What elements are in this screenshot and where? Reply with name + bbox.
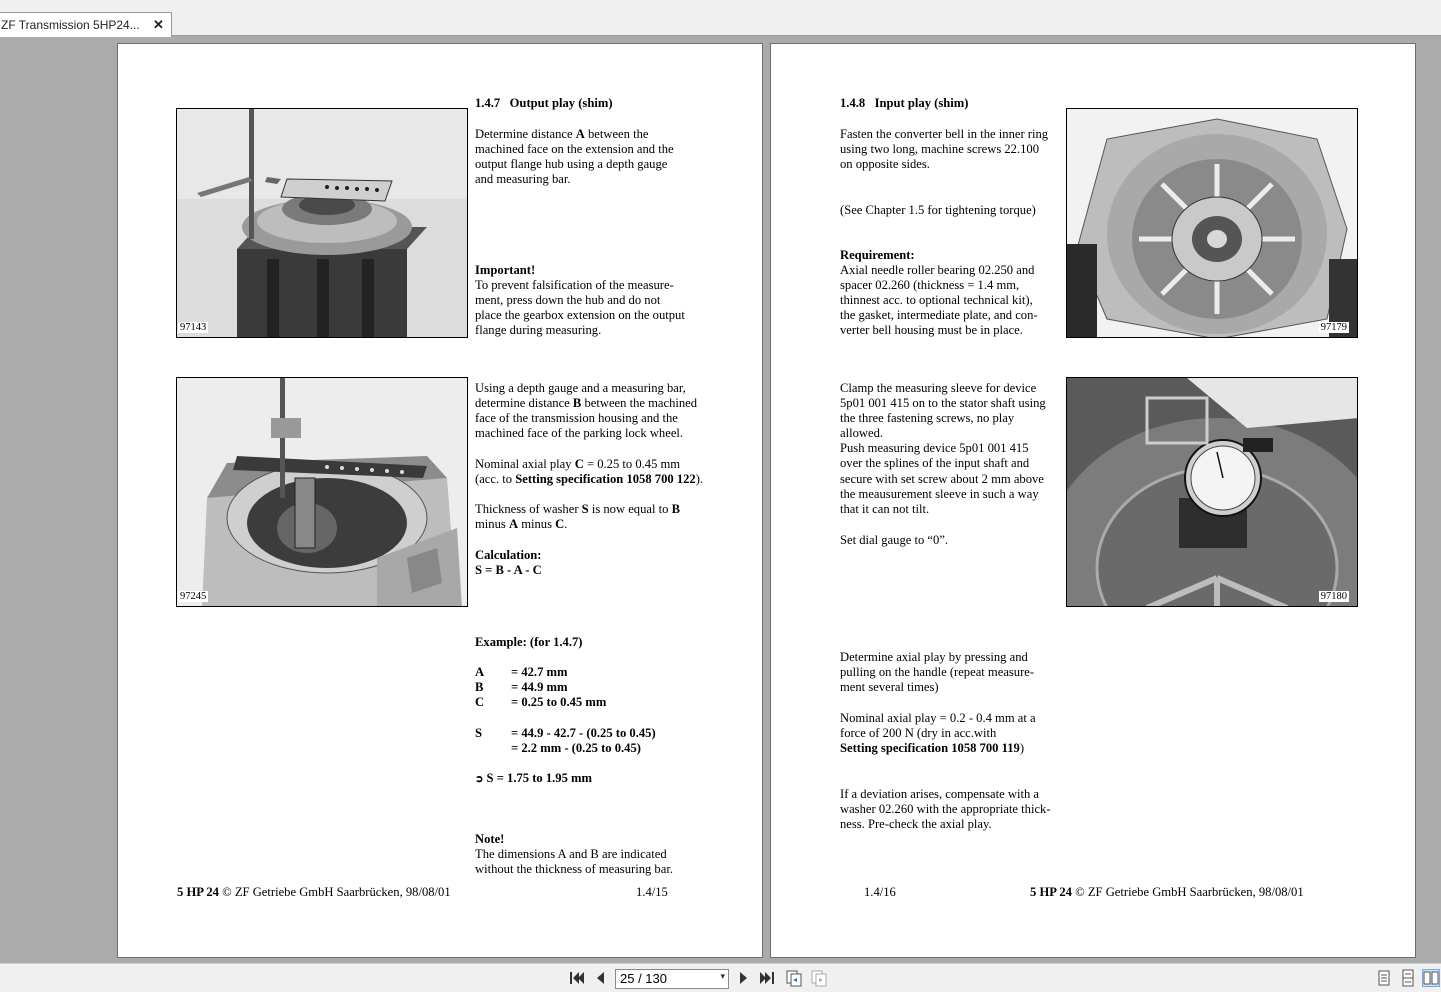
section-title: Output play (shim) (509, 96, 613, 110)
navigation-toolbar (0, 963, 1441, 992)
figure-number: 97143 (180, 322, 207, 333)
figure-converter-bell (1066, 108, 1358, 338)
section-number: 1.4.7 (475, 96, 501, 110)
page-number: 1.4/15 (636, 885, 668, 899)
next-view-icon (810, 969, 828, 987)
example-row: C = 0.25 to 0.45 mm (475, 695, 607, 710)
page-footer: 5 HP 24 © ZF Getriebe GmbH Saarbrücken, 98/08/01 (177, 885, 451, 899)
document-tab[interactable] (0, 12, 172, 37)
nominal-axial-play: Nominal axial play C = 0.25 to 0.45 mm (acc. to Setting specification 1058 700 122). (475, 457, 704, 487)
washer-thickness: Thickness of washer S is now equal to B minus A minus C. (475, 502, 680, 532)
first-page-icon (567, 969, 585, 987)
figure-number: 97180 (1320, 591, 1347, 602)
two-page-view-button[interactable] (1422, 969, 1440, 987)
next-page-icon (734, 969, 752, 987)
continuous-view-button[interactable] (1399, 969, 1417, 987)
page-number: 1.4/16 (864, 885, 896, 899)
next-page-button[interactable] (734, 969, 752, 987)
figure-number: 97245 (180, 591, 207, 602)
continuous-page-icon (1399, 969, 1417, 987)
last-page-button[interactable] (759, 969, 777, 987)
depth-gauge-photo (177, 109, 468, 338)
close-icon[interactable]: ✕ (153, 17, 164, 32)
page-right (770, 43, 1416, 958)
example-title: Example: (for 1.4.7) (475, 635, 583, 649)
set-dial-gauge: Set dial gauge to “0”. (840, 533, 949, 547)
page-number-value: 25 / 130 (620, 971, 667, 986)
figure-depth-gauge-housing (176, 377, 468, 607)
figure-depth-gauge-extension (176, 108, 468, 338)
previous-page-button[interactable] (592, 969, 610, 987)
figure-number: 97179 (1320, 322, 1347, 333)
converter-bell-photo (1067, 109, 1358, 338)
paragraph-determine: Determine axial play by pressing and pulling on the handle (repeat measure- ment several times) (840, 650, 1035, 695)
paragraph-distance-b: Using a depth gauge and a measuring bar, determine distance B between the machined face of the transmission housing and the machined face of the parking lock wheel. (475, 381, 698, 441)
section-number: 1.4.8 (840, 96, 866, 110)
requirement-block: Requirement: Axial needle roller bearing 02.250 and spacer 02.260 (thickness = 1.4 mm, thinnest acc. to optional technical kit), the gasket, intermediate plate, and con- verter bell housing must be in place. (840, 248, 1038, 338)
dial-gauge-photo (1067, 378, 1358, 607)
first-page-button[interactable] (567, 969, 585, 987)
section-heading (840, 96, 968, 111)
calculation-block: Calculation: S = B - A - C (475, 548, 542, 578)
page-number-field[interactable] (615, 969, 729, 989)
last-page-icon (759, 969, 777, 987)
paragraph-distance-a: Determine distance A between the machined face on the extension and the output flange hub using a depth gauge and measuring bar. (475, 127, 674, 187)
important-block: Important! To prevent falsification of the measure- ment, press down the hub and do not place the gearbox extension on the output flange during measuring. (475, 263, 685, 338)
next-view-button[interactable] (810, 969, 828, 987)
example-result: ➲ S = 1.75 to 1.95 mm (475, 771, 593, 785)
paragraph-deviation: If a deviation arises, compensate with a washer 02.260 with the appropriate thick- ness. Pre-check the axial play. (840, 787, 1051, 832)
tab-bar (0, 0, 1441, 36)
nominal-axial-play: Nominal axial play = 0.2 - 0.4 mm at a force of 200 N (dry in acc.with Setting specification 1058 700 119) (840, 711, 1036, 756)
previous-view-button[interactable] (785, 969, 803, 987)
housing-photo (177, 378, 468, 607)
example-values (475, 665, 725, 710)
section-heading (475, 96, 613, 111)
figure-dial-gauge (1066, 377, 1358, 607)
section-title: Input play (shim) (874, 96, 969, 110)
page-left (117, 43, 763, 958)
note-block: Note! The dimensions A and B are indicated without the thickness of measuring bar. (475, 832, 673, 877)
chevron-down-icon[interactable]: ▾ (720, 971, 725, 981)
single-page-icon (1375, 969, 1393, 987)
example-row: A = 42.7 mm (475, 665, 568, 679)
page-footer: 5 HP 24 © ZF Getriebe GmbH Saarbrücken, 98/08/01 (1030, 885, 1304, 899)
example-row: B = 44.9 mm (475, 680, 568, 695)
example-s-calc: S = 44.9 - 42.7 - (0.25 to 0.45) = 2.2 mm - (0.25 to 0.45) (475, 726, 656, 756)
previous-view-icon (785, 969, 803, 987)
arrow-icon: ➲ (475, 774, 484, 785)
two-page-icon (1423, 970, 1439, 986)
paragraph-fasten: Fasten the converter bell in the inner ring using two long, machine screws 22.100 on opposite sides. (840, 127, 1049, 172)
single-page-view-button[interactable] (1375, 969, 1393, 987)
paragraph-clamp: Clamp the measuring sleeve for device 5p01 001 415 on to the stator shaft using the three fastening screws, no play allowed. Push measuring device 5p01 001 415 over the splines of the input shaft and secure with set screw about 2 mm above the meausurement sleeve in such a way that it can not tilt. (840, 381, 1046, 516)
tab-title: ZF Transmission 5HP24... (1, 18, 140, 32)
document-viewer[interactable] (0, 37, 1441, 963)
previous-page-icon (592, 969, 610, 987)
see-chapter: (See Chapter 1.5 for tightening torque) (840, 203, 1036, 217)
